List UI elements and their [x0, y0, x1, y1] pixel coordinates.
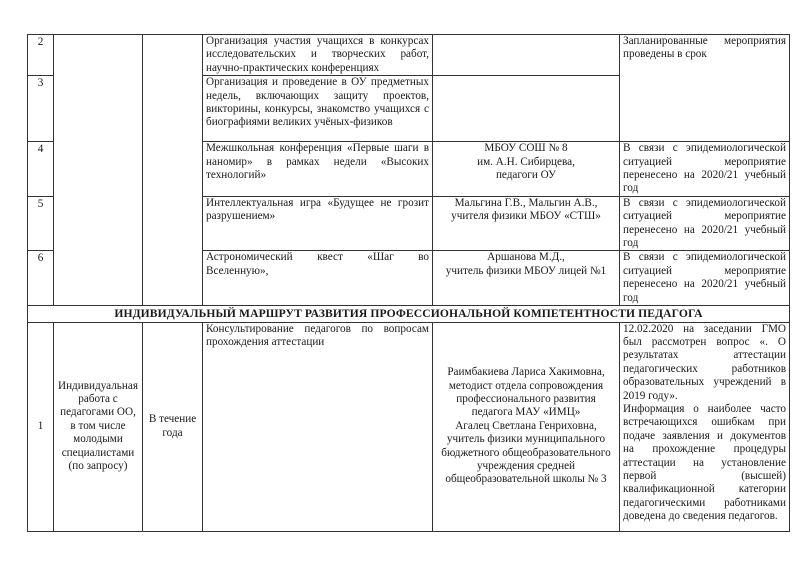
responsible-cell — [433, 35, 620, 76]
responsible-line: профессионального развития — [456, 392, 596, 405]
event-cell: Межшкольная конференция «Первые шаги в наномир» в рамках недели «Высоких технологий» — [203, 142, 433, 197]
result-cell: Запланированные мероприятия проведены в срок — [620, 35, 790, 142]
event-cell: Астрономический квест «Шаг во Вселенную», — [203, 251, 433, 306]
direction-cell — [54, 35, 143, 306]
row-number: 2 — [28, 35, 54, 76]
period-cell — [143, 35, 203, 306]
responsible-line: бюджетного общеобразовательного — [441, 446, 611, 459]
responsible-line: педагоги ОУ — [495, 169, 557, 182]
responsible-line: учитель физики муниципального — [446, 433, 606, 446]
row-number: 3 — [28, 76, 54, 142]
table-row — [28, 322, 790, 531]
responsible-cell — [433, 76, 620, 142]
section-header: ИНДИВИДУАЛЬНЫЙ МАРШРУТ РАЗВИТИЯ ПРОФЕССИОНАЛЬНОЙ КОМПЕТЕНТНОСТИ ПЕДАГОГА — [28, 306, 790, 322]
result-paragraph: Информация о наиболее часто встречающихся ошибкам при подаче заявления и документов на прохождение процедуры аттестации на установление первой (высшей) квалификационной категории педагогическими работниками доведена до сведения педагогов. — [623, 402, 786, 523]
row-number: 4 — [28, 142, 54, 197]
table-row — [28, 35, 790, 76]
period-cell: В течение года — [143, 322, 203, 531]
direction-cell: Индивидуальная работа с педагогами ОО, в том числе молодыми специалистами (по запросу) — [54, 322, 143, 531]
responsible-cell — [433, 251, 620, 306]
document-page — [27, 34, 789, 532]
result-cell: В связи с эпидемиологической ситуацией мероприятие перенесено на 2020/21 учебный год — [620, 251, 790, 306]
event-cell: Консультирование педагогов по вопросам прохождения аттестации — [203, 322, 433, 531]
result-paragraph: 12.02.2020 на заседании ГМО был рассмотрен вопрос «. О результатах аттестации педагогических работников образовательных учреждений в 2019 году». — [623, 322, 786, 402]
event-cell: Организация и проведение в ОУ предметных недель, включающих защиту проектов, викторины, конкурсы, знакомство учащихся с биографиями великих учёных-физиков — [203, 76, 433, 142]
responsible-line: учитель физики МБОУ лицей №1 — [445, 264, 607, 277]
responsible-cell — [433, 196, 620, 251]
responsible-line: Аршанова М.Д., — [487, 251, 565, 264]
section-header-row — [28, 306, 790, 322]
responsible-line: учителя физики МБОУ «СТШ» — [451, 210, 601, 223]
row-number: 6 — [28, 251, 54, 306]
responsible-line: Мальгина Г.В., Мальгин А.В., — [454, 196, 598, 209]
responsible-line: общеобразовательной школы № 3 — [445, 473, 607, 486]
responsible-line: Раимбакиева Лариса Хакимовна, — [447, 366, 605, 379]
responsible-cell — [433, 142, 620, 197]
responsible-line: Агалец Светлана Генриховна, — [455, 419, 597, 432]
row-number: 5 — [28, 196, 54, 251]
responsible-cell — [433, 322, 620, 531]
responsible-line: МБОУ СОШ № 8 — [484, 142, 568, 155]
responsible-line: им. А.Н. Сибирцева, — [477, 155, 575, 168]
responsible-line: учреждения средней — [476, 460, 576, 473]
responsible-line: педагога МАУ «ИМЦ» — [471, 406, 581, 419]
result-cell — [620, 322, 790, 531]
activity-table — [27, 34, 790, 532]
event-cell: Интеллектуальная игра «Будущее не грозит разрушением» — [203, 196, 433, 251]
row-number: 1 — [28, 322, 54, 531]
result-cell: В связи с эпидемиологической ситуацией мероприятие перенесено на 2020/21 учебный год — [620, 142, 790, 197]
responsible-line: методист отдела сопровождения — [448, 379, 604, 392]
result-cell: В связи с эпидемиологической ситуацией мероприятие перенесено на 2020/21 учебный год — [620, 196, 790, 251]
event-cell: Организация участия учащихся в конкурсах исследовательских и творческих работ, научно-практических конференциях — [203, 35, 433, 76]
